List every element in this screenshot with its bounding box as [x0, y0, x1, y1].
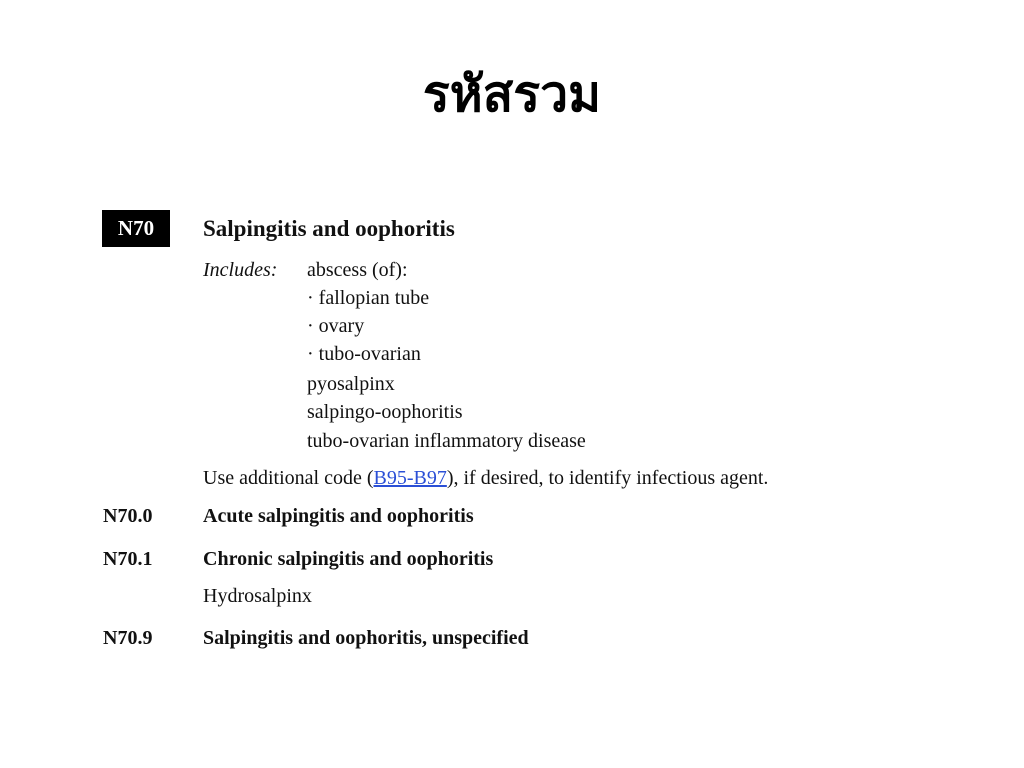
includes-item: · fallopian tube: [307, 287, 430, 309]
includes-label: Includes:: [203, 259, 278, 281]
subcode-title: Acute salpingitis and oophoritis: [203, 505, 474, 527]
includes-item: pyosalpinx: [307, 373, 395, 395]
category-heading: Salpingitis and oophoritis: [203, 216, 455, 241]
subcode-number: N70.1: [103, 548, 153, 570]
subcode-detail: Hydrosalpinx: [203, 585, 312, 607]
code-range-link[interactable]: B95-B97: [373, 467, 447, 489]
includes-item: · ovary: [307, 315, 365, 337]
includes-item: abscess (of):: [307, 259, 408, 281]
subcode-title: Chronic salpingitis and oophoritis: [203, 548, 494, 570]
includes-item: salpingo-oophoritis: [307, 401, 463, 423]
subcode-number: N70.9: [103, 627, 153, 649]
note-text-before: Use additional code (: [203, 467, 374, 489]
includes-item: · tubo-ovarian: [307, 343, 421, 365]
includes-item: tubo-ovarian inflammatory disease: [307, 430, 586, 452]
slide-title: รหัสรวม: [422, 64, 602, 123]
subcode-number: N70.0: [103, 505, 153, 527]
note-text-after: ), if desired, to identify infectious agent.: [446, 467, 769, 489]
subcode-title: Salpingitis and oophoritis, unspecified: [203, 627, 529, 649]
category-code-badge: N70: [102, 210, 170, 247]
additional-code-note: [203, 465, 768, 491]
